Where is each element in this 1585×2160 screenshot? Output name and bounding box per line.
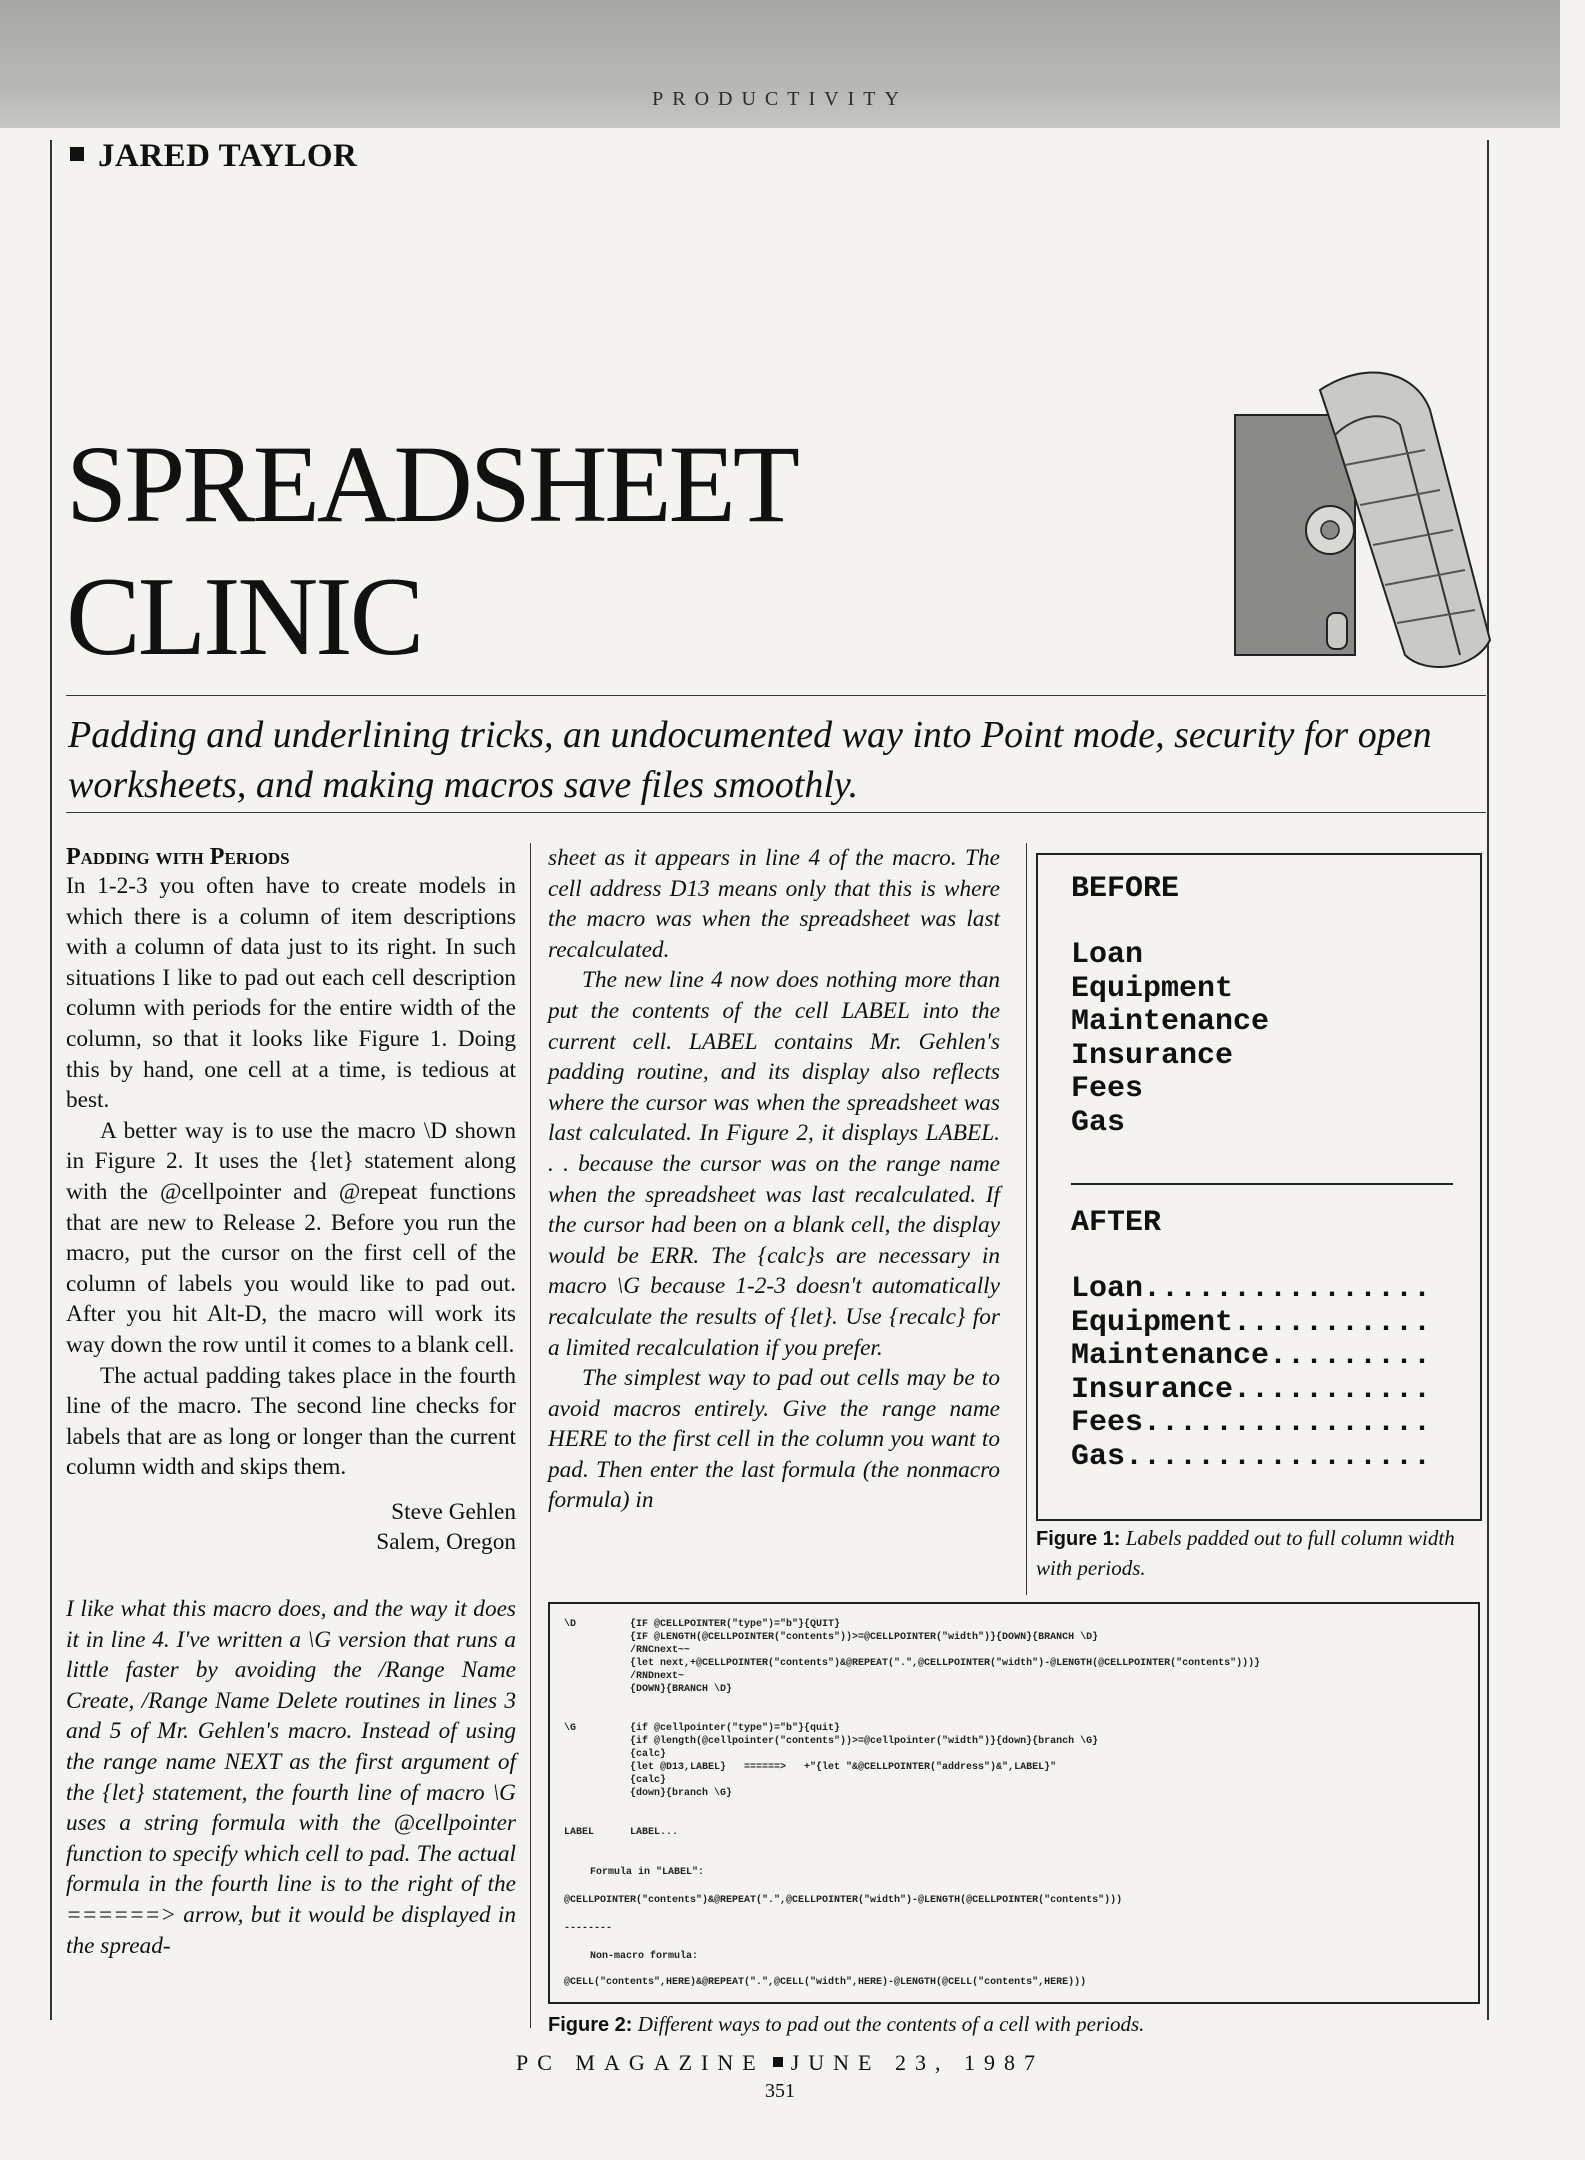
formula-title: Formula in "LABEL": — [590, 1867, 705, 1878]
article-column-2 — [548, 843, 1000, 1516]
nonmacro-title: Non-macro formula: — [590, 1951, 699, 1962]
page-number: 351 — [765, 2080, 795, 2102]
figure-2-caption — [548, 2010, 1480, 2040]
list-item: Insurance — [1071, 1038, 1234, 1073]
list-item: Equipment — [1071, 971, 1234, 1006]
code-line: /RNCnext~~ — [630, 1645, 691, 1656]
code-line: @CELLPOINTER("contents")&@REPEAT(".",@CELLPOINTER("width")-@LENGTH(@CELLPOINTER("contents"))) — [564, 1895, 1123, 1906]
caption-label: Figure 1: — [1036, 1528, 1121, 1550]
author-byline — [70, 138, 357, 175]
title-line-2: CLINIC — [66, 555, 422, 679]
code-line: @CELL("contents",HERE)&@REPEAT(".",@CELL("width",HERE)-@LENGTH(@CELL("contents",HERE))) — [564, 1977, 1087, 1988]
list-item: Loan — [1071, 938, 1144, 972]
before-list — [1071, 939, 1269, 1140]
macro-key: \G — [564, 1723, 577, 1734]
figure-2 — [548, 1602, 1480, 2004]
before-label: BEFORE — [1071, 872, 1180, 906]
signature-name: Steve Gehlen — [391, 1498, 516, 1525]
title-line-1: SPREADSHEET — [66, 423, 797, 545]
column-divider — [530, 843, 531, 2028]
separator: -------- — [564, 1923, 613, 1934]
list-item: Insurance........... — [1071, 1372, 1432, 1407]
caption-text: Labels padded out to full column width with periods. — [1036, 1526, 1455, 1580]
range-key: LABEL — [564, 1827, 595, 1838]
figure-1 — [1036, 853, 1482, 1521]
code-line: LABEL... — [630, 1827, 679, 1838]
article-deck: Padding and underlining tricks, an undocumented way into Point mode, security for open worksheets, and making macros save files smoothly. — [68, 714, 1432, 806]
column-divider — [1026, 843, 1027, 1595]
bullet-square-icon — [70, 147, 84, 161]
bullet-square-icon — [773, 2057, 783, 2067]
code-line: {IF @LENGTH(@CELLPOINTER("contents"))>=@CELLPOINTER("width")}{DOWN}{BRANCH \D} — [630, 1632, 1099, 1643]
deck-top-rule — [66, 695, 1486, 696]
code-line: /RNDnext~ — [630, 1671, 685, 1682]
list-item: Gas — [1071, 1105, 1126, 1140]
code-line: {let @D13,LABEL} ======> +"{let "&@CELLPOINTER("address")&",LABEL}" — [630, 1762, 1057, 1773]
figure-divider — [1071, 1183, 1453, 1185]
code-line: {down}{branch \G} — [630, 1788, 733, 1799]
after-list — [1071, 1273, 1431, 1474]
list-item: Maintenance......... — [1071, 1339, 1432, 1373]
paragraph: The simplest way to pad out cells may be to avoid macros entirely. Give the range name HERE to the first cell in the column you want to pad. Then enter the last formula (the nonmacro formula) in — [548, 1365, 1000, 1514]
list-item: Gas................. — [1071, 1439, 1432, 1474]
macro-key: \D — [564, 1619, 577, 1630]
caption-text: Different ways to pad out the contents of a cell with periods. — [637, 2012, 1145, 2036]
code-line: {IF @CELLPOINTER("type")="b"}{QUIT} — [630, 1619, 841, 1630]
list-item: Maintenance — [1071, 1005, 1270, 1039]
floppy-disk-illustration-icon — [1225, 355, 1495, 685]
code-line: {DOWN}{BRANCH \D} — [630, 1684, 733, 1695]
paragraph: The actual padding takes place in the fourth line of the macro. The second line checks for labels that are as long or longer than the current column width and skips them. — [66, 1362, 516, 1481]
list-item: Fees................ — [1071, 1406, 1432, 1440]
paragraph: I like what this macro does, and the way it does it in line 4. I've written a \G version that runs a little faster by avoiding the /Range Name Create, /Range Name Delete routines in lines 3 and 5 of Mr. Gehlen's macro. Instead of using the range name NEXT as the first argument of the {let} statement, the fourth line of macro \G uses a string formula with the @cellpointer function to specify which cell to pad. The actual formula in the fourth line is to the right of the ======> arrow, but it would be displayed in the spread- — [66, 1596, 516, 1959]
code-line: {calc} — [630, 1749, 667, 1760]
deck-bottom-rule — [66, 812, 1486, 813]
section-label: PRODUCTIVITY — [652, 88, 908, 110]
after-label: AFTER — [1071, 1206, 1162, 1240]
code-line: {if @cellpointer("type")="b"}{quit} — [630, 1723, 841, 1734]
paragraph: In 1-2-3 you often have to create models in which there is a column of item descriptions with a column of data just to its right. In such situations I like to pad out each cell description column with periods for the entire width of the column, so that it looks like Figure 1. Doing this by hand, one cell at a time, is tedious at best. — [66, 873, 516, 1114]
list-item: Equipment........... — [1071, 1305, 1432, 1340]
article-column-1 — [66, 843, 516, 1961]
paragraph: sheet as it appears in line 4 of the macro. The cell address D13 means only that this is where the macro was when the spreadsheet was last recalculated. — [548, 845, 1000, 963]
page-title — [66, 410, 797, 679]
section-heading: Padding with Periods — [66, 844, 290, 870]
magazine-name: PC MAGAZINE — [515, 2050, 765, 2075]
list-item: Fees — [1071, 1072, 1144, 1106]
footer — [0, 2050, 1560, 2076]
code-line: {calc} — [630, 1775, 667, 1786]
code-line: {let next,+@CELLPOINTER("contents")&@REPEAT(".",@CELLPOINTER("width")-@LENGTH(@CELLPOINTER("contents")))} — [630, 1658, 1261, 1669]
paragraph: A better way is to use the macro \D shown in Figure 2. It uses the {let} statement along with the @cellpointer and @repeat functions that are new to Release 2. Before you run the macro, put the cursor on the first cell of the column of labels you would like to pad out. After you hit Alt-D, the macro will work its way down the row until it comes to a blank cell. — [66, 1117, 516, 1358]
issue-date: JUNE 23, 1987 — [790, 2050, 1044, 2075]
list-item: Loan................ — [1071, 1272, 1432, 1306]
signature-place: Salem, Oregon — [376, 1529, 516, 1556]
paragraph: The new line 4 now does nothing more than put the contents of the cell LABEL into the current cell. LABEL contains Mr. Gehlen's padding routine, and its display also reflects where the cursor was when the spreadsheet was last calculated. In Figure 2, it displays LABEL. . . because the cursor was on the range name when the spreadsheet was last recalculated. If the cursor had been on a blank cell, the display would be ERR. The {calc}s are necessary in macro \G because 1-2-3 doesn't automatically recalculate the results of {let}. Use {recalc} for a limited recalculation if you prefer. — [548, 967, 1000, 1361]
code-line: {if @length(@cellpointer("contents"))>=@cellpointer("width")}{down}{branch \G} — [630, 1736, 1099, 1747]
figure-1-caption — [1036, 1524, 1482, 1583]
caption-label: Figure 2: — [548, 2014, 633, 2036]
author-name: JARED TAYLOR — [98, 138, 358, 174]
